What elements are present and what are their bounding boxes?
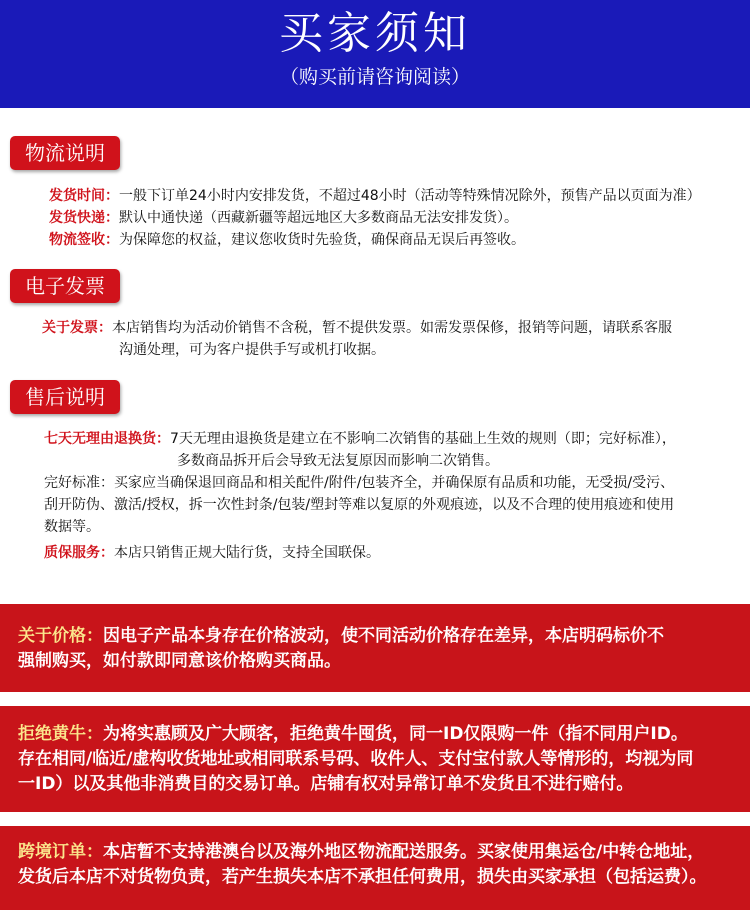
courier-text: 默认中通快递（西藏新疆等超远地区大多数商品无法安排发货）。: [119, 210, 518, 226]
cross-border-key: 跨境订单：: [18, 842, 103, 862]
receipt-text: 为保障您的权益，建议您收货时先验货，确保商品无误后再签收。: [119, 232, 525, 248]
warranty-text: 本店只销售正规大陆行货，支持全国联保。: [114, 545, 380, 561]
scalper-text-1: 为将实惠顾及广大顾客，拒绝黄牛囤货，同一ID仅限购一件（指不同用户ID。: [103, 724, 688, 744]
page-subtitle: （购买前请咨询阅读）: [279, 66, 470, 88]
price-line-1: [18, 624, 732, 649]
section-tag-invoice: 电子发票: [10, 269, 120, 303]
invoice-text-2: 沟通处理，可为客户提供手写或机打收据。: [119, 342, 385, 358]
cross-border-text-1: 本店暂不支持港澳台以及海外地区物流配送服务。买家使用集运仓/中转仓地址，: [103, 842, 705, 862]
standard-key: 完好标准：: [44, 475, 114, 491]
cross-border-text-2: 发货后本店不对货物负责，若产生损失本店不承担任何费用，损失由买家承担（包括运费）。: [18, 867, 707, 887]
return-text-1: 7天无理由退换货是建立在不影响二次销售的基础上生效的规则（即；完好标准），: [170, 431, 676, 447]
ship-time-text: 一般下订单24小时内安排发货，不超过48小时（活动等特殊情况除外，预售产品以页面为准）: [119, 188, 701, 204]
notice-band-scalper: [0, 706, 750, 812]
standard-row-1: [44, 473, 674, 493]
invoice-key: 关于发票：: [42, 320, 112, 336]
price-text-2: 强制购买，如付款即同意该价格购买商品。: [18, 651, 341, 671]
standard-text-1: 买家应当确保退回商品和相关配件/附件/包装齐全，并确保原有品质和功能，无受损/受污、: [114, 475, 675, 491]
section-tag-after-sales: 售后说明: [10, 380, 120, 414]
return-key: 七天无理由退换货：: [44, 431, 170, 447]
price-text-1: 因电子产品本身存在价格波动，使不同活动价格存在差异，本店明码标价不: [103, 626, 664, 646]
warranty-row: [44, 543, 380, 563]
scalper-line-1: [18, 722, 732, 747]
page-title: 买家须知: [279, 8, 471, 59]
warranty-key: 质保服务：: [44, 545, 114, 561]
scalper-text-2: 存在相同/临近/虚构收货地址或相同联系号码、收件人、支付宝付款人等情形的，均视为同: [18, 749, 694, 769]
standard-text-2: 刮开防伪、激活/授权，拆一次性封条/包装/塑封等难以复原的外观痕迹，以及不合理的使用痕迹和使用: [44, 497, 675, 513]
price-key: 关于价格：: [18, 626, 103, 646]
cross-border-line-1: [18, 840, 732, 865]
return-row-1: [44, 429, 676, 449]
notice-band-cross-border: [0, 826, 750, 910]
logistics-row-receipt: [49, 230, 525, 250]
receipt-key: 物流签收：: [49, 232, 119, 248]
invoice-text-1: 本店销售均为活动价销售不含税，暂不提供发票。如需发票保修，报销等问题，请联系客服: [112, 320, 672, 336]
courier-key: 发货快递：: [49, 210, 119, 226]
return-text-2: 多数商品拆开后会导致无法复原因而影响二次销售。: [177, 453, 499, 469]
notice-band-price: [0, 604, 750, 692]
logistics-row-courier: [49, 208, 518, 228]
ship-time-key: 发货时间：: [49, 188, 119, 204]
page-header: [0, 0, 750, 108]
logistics-row-ship-time: [49, 186, 701, 206]
scalper-key: 拒绝黄牛：: [18, 724, 103, 744]
scalper-text-3: 一ID）以及其他非消费目的交易订单。店铺有权对异常订单不发货且不进行赔付。: [18, 774, 634, 794]
invoice-row-1: [42, 318, 672, 338]
standard-text-3: 数据等。: [44, 519, 100, 535]
section-tag-logistics: 物流说明: [10, 136, 120, 170]
